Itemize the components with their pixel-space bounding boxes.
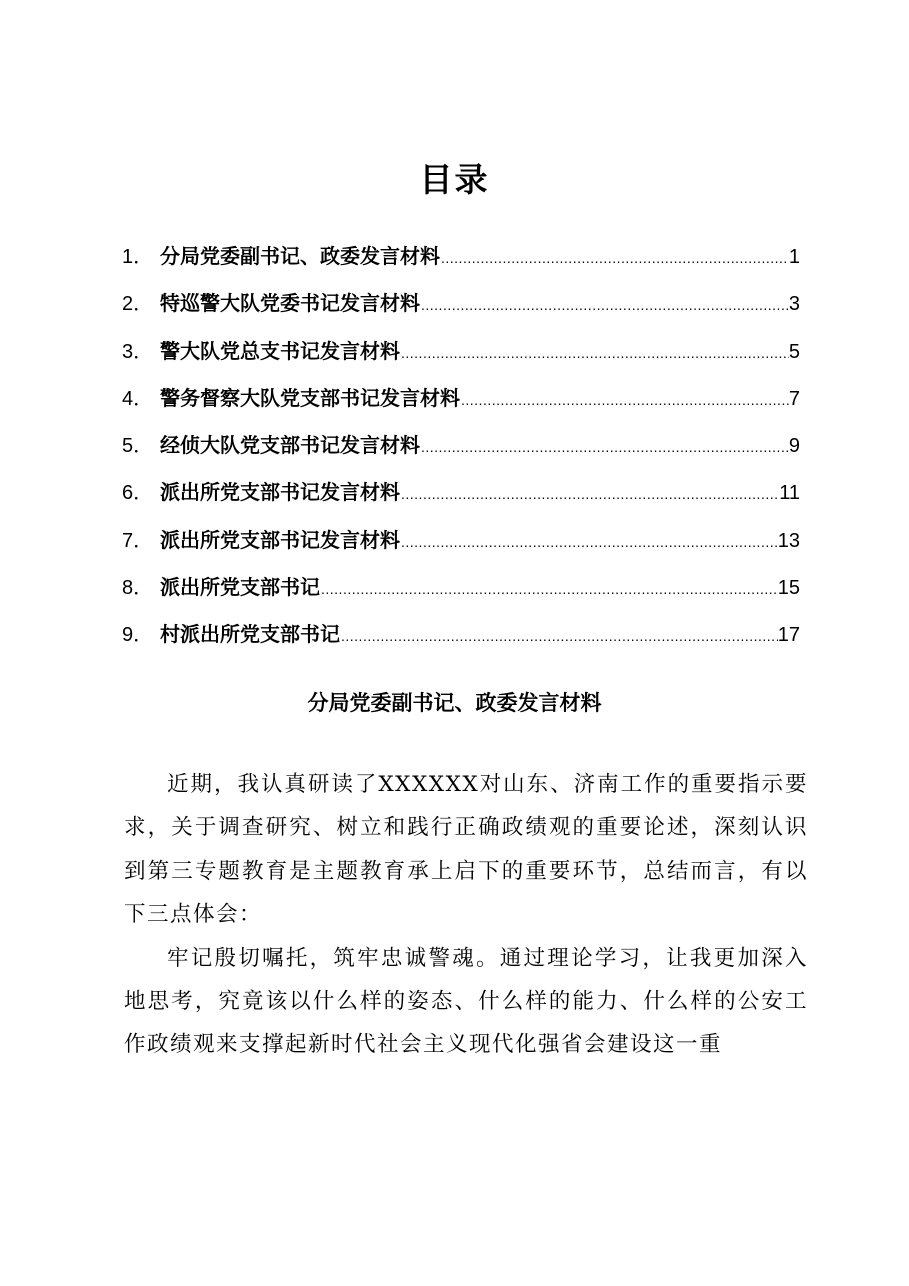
toc-dot-leader (340, 613, 778, 660)
table-of-contents (122, 233, 800, 659)
section-body (124, 763, 808, 1067)
toc-entry-label: 分局党委副书记、政委发言材料 (160, 244, 440, 268)
toc-entry-number: 8． (122, 577, 154, 600)
toc-entry-number: 7． (122, 529, 154, 552)
toc-entry-page: 13 (777, 529, 800, 552)
toc-entry[interactable] (122, 233, 800, 280)
toc-entry-label: 经侦大队党支部书记发言材料 (160, 433, 420, 458)
toc-dot-leader (420, 282, 789, 329)
toc-entry-number: 3． (122, 340, 154, 363)
toc-entry-page: 5 (788, 340, 800, 363)
toc-entry-page: 3 (788, 293, 800, 316)
toc-entry-label: 警务督察大队党支部书记发言材料 (160, 385, 460, 410)
toc-entry-number: 4． (122, 387, 154, 410)
toc-entry-page: 7 (788, 387, 800, 410)
body-paragraph: 牢记殷切嘱托，筑牢忠诚警魂。通过理论学习，让我更加深入地思考，究竟该以什么样的姿态、什么样的能力、什么样的公安工作政绩观来支撑起新时代社会主义现代化强省会建设这一重 (124, 945, 808, 1058)
toc-entry-page: 11 (779, 482, 800, 505)
body-paragraph: 近期，我认真研读了XXXXXX对山东、济南工作的重要指示要求，关于调查研究、树立和践行正确政绩观的重要论述，深刻认识到第三专题教育是主题教育承上启下的重要环节，总结而言，有以下三点体会： (124, 772, 808, 928)
toc-entry-page: 15 (777, 577, 800, 600)
toc-entry-number: 1． (122, 246, 154, 268)
toc-entry[interactable] (122, 375, 800, 422)
toc-entry-label: 派出所党支部书记 (160, 575, 320, 600)
toc-dot-leader (400, 471, 779, 518)
toc-entry-label: 特巡警大队党委书记发言材料 (160, 291, 420, 316)
toc-entry[interactable] (122, 280, 800, 327)
toc-entry[interactable] (122, 422, 800, 469)
toc-entry-number: 2． (122, 293, 154, 316)
toc-entry-label: 派出所党支部书记发言材料 (160, 527, 400, 552)
toc-dot-leader (420, 424, 789, 471)
toc-entry[interactable] (122, 517, 800, 564)
toc-entry-number: 9． (122, 624, 154, 647)
toc-entry-number: 5． (122, 435, 154, 458)
toc-entry-label: 警大队党总支书记发言材料 (160, 338, 400, 363)
toc-title: 目录 (419, 160, 490, 199)
toc-entry-label: 派出所党支部书记发言材料 (160, 480, 400, 505)
toc-dot-leader (400, 330, 789, 377)
toc-entry-number: 6． (122, 482, 154, 505)
toc-entry-page: 17 (777, 624, 800, 647)
toc-dot-leader (460, 377, 789, 424)
section-heading: 分局党委副书记、政委发言材料 (307, 691, 602, 715)
toc-entry-page: 9 (788, 435, 800, 458)
toc-entry[interactable] (122, 611, 800, 658)
toc-entry-label: 村派出所党支部书记 (160, 622, 340, 647)
toc-dot-leader (320, 566, 778, 613)
toc-dot-leader (440, 235, 789, 282)
toc-entry[interactable] (122, 564, 800, 611)
toc-entry[interactable] (122, 328, 800, 375)
toc-entry[interactable] (122, 469, 800, 516)
toc-dot-leader (400, 519, 778, 566)
toc-entry-page: 1 (788, 246, 800, 268)
